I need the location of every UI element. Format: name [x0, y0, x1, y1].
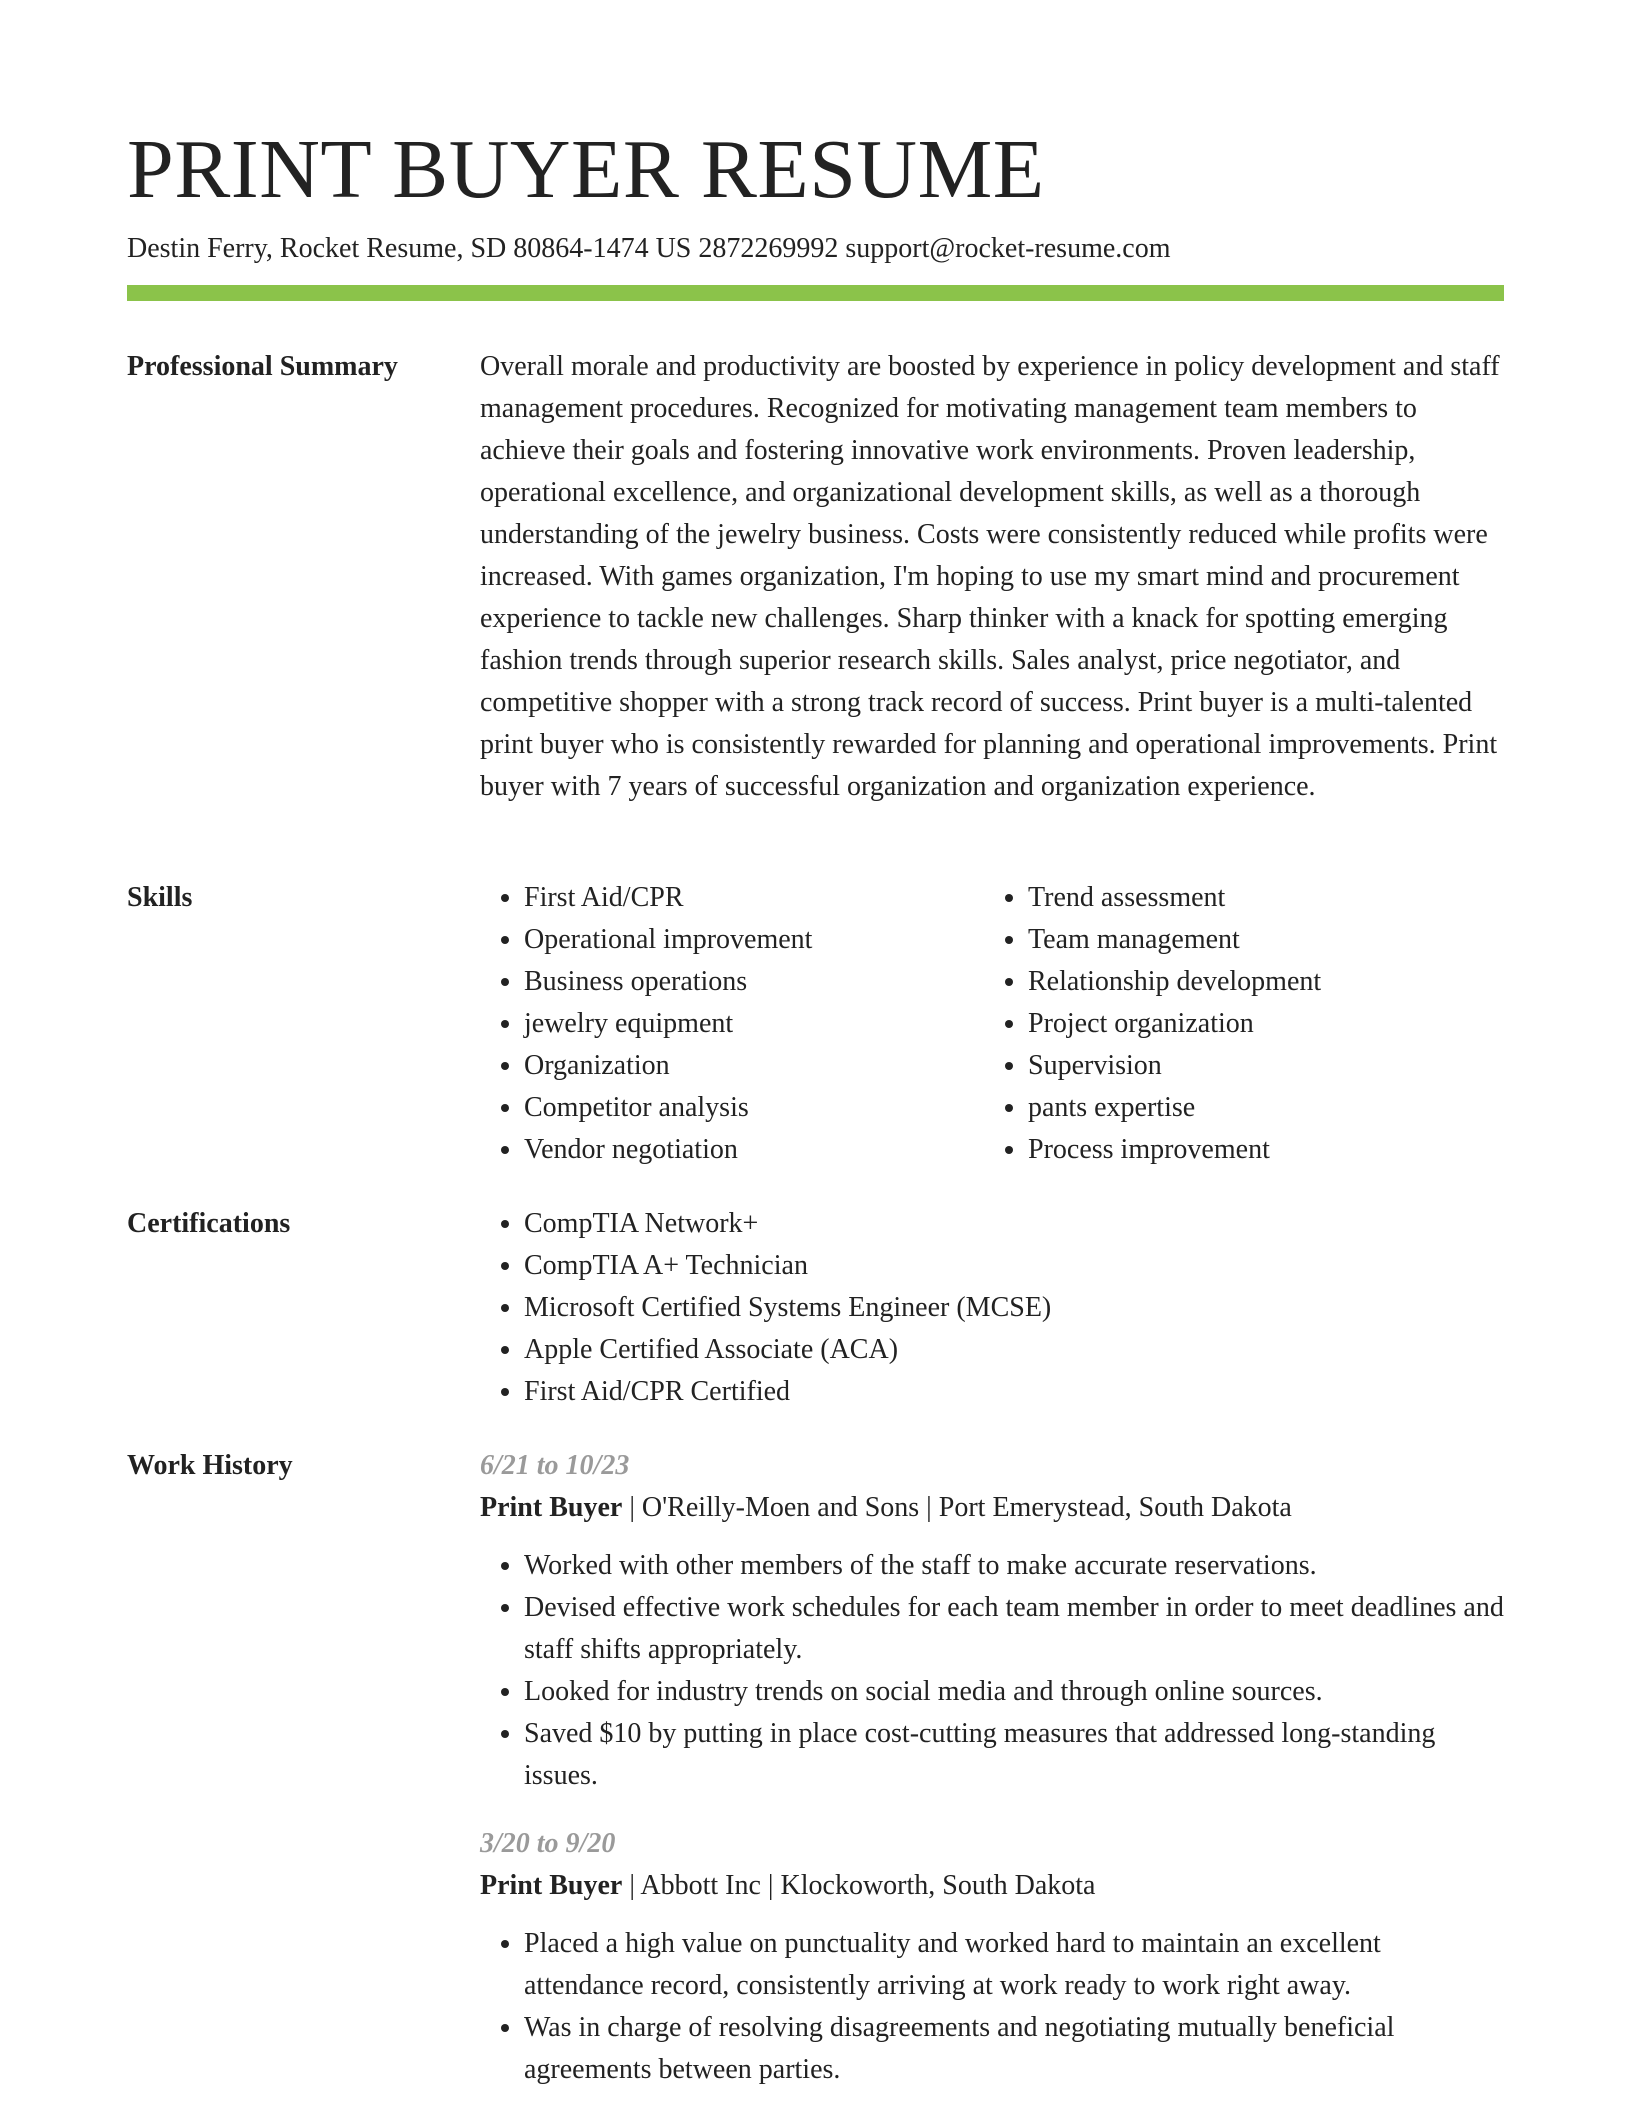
list-item: • Apple Certified Associate (ACA) [524, 1329, 1504, 1371]
list-item: • Operational improvement [524, 919, 984, 961]
summary-text: Overall morale and productivity are boosted by experience in policy development and staff management procedures. Recognized for motivating management team members to achieve their goals and fostering innovative work environments. Proven leadership, operational excellence, and organizational development skills, as well as a thorough understanding of the jewelry business. Costs were consistently reduced while profits were increased. With games organization, I'm hoping to use my smart mind and procurement experience to tackle new challenges. Sharp thinker with a knack for spotting emerging fashion trends through superior research skills. Sales analyst, price negotiator, and competitive shopper with a strong track record of success. Print buyer is a multi-talented print buyer who is consistently rewarded for planning and operational improvements. Print buyer with 7 years of successful organization and organization experience. [480, 351, 1500, 802]
list-item: • Vendor negotiation [524, 1129, 984, 1171]
list-item: • pants expertise [1028, 1087, 1488, 1129]
list-item: • Competitor analysis [524, 1087, 984, 1129]
list-item: • Organization [524, 1045, 984, 1087]
list-item: • Was in charge of resolving disagreements and negotiating mutually beneficial agreements between parties. [524, 2007, 1504, 2091]
skills-columns [480, 877, 1504, 1171]
resume-title: PRINT BUYER RESUME [127, 123, 1045, 216]
skills-list-left [480, 877, 984, 1171]
job-dates: 3/20 to 9/20 [480, 1828, 616, 1859]
skills-label: Skills [127, 882, 193, 913]
job-duties-list [480, 1923, 1504, 2091]
summary-body [480, 346, 1504, 808]
skills-list-right [984, 877, 1488, 1171]
list-item: • Placed a high value on punctuality and worked hard to maintain an excellent attendance record, consistently arriving at work ready to work right away. [524, 1923, 1504, 2007]
list-item: • Worked with other members of the staff to make accurate reservations. [524, 1545, 1504, 1587]
job-entry [480, 1445, 1504, 1797]
list-item: • jewelry equipment [524, 1003, 984, 1045]
list-item: • Devised effective work schedules for each team member in order to meet deadlines and staff shifts appropriately. [524, 1587, 1504, 1671]
job-title: Print Buyer [480, 1492, 623, 1523]
work-history-label: Work History [127, 1450, 293, 1481]
certifications-list [480, 1203, 1504, 1413]
list-item: • Trend assessment [1028, 877, 1488, 919]
list-item: • Microsoft Certified Systems Engineer (MCSE) [524, 1287, 1504, 1329]
list-item: • Team management [1028, 919, 1488, 961]
certifications-body [480, 1203, 1504, 1413]
list-item: • Project organization [1028, 1003, 1488, 1045]
list-item: • Process improvement [1028, 1129, 1488, 1171]
list-item: • Supervision [1028, 1045, 1488, 1087]
job-heading [480, 1487, 1504, 1529]
summary-label: Professional Summary [127, 351, 398, 382]
list-item: • Business operations [524, 961, 984, 1003]
job-employer-location: | O'Reilly-Moen and Sons | Port Emerystead, South Dakota [622, 1492, 1292, 1523]
list-item: • First Aid/CPR [524, 877, 984, 919]
list-item: • CompTIA A+ Technician [524, 1245, 1504, 1287]
list-item: • Looked for industry trends on social media and through online sources. [524, 1671, 1504, 1713]
list-item: • First Aid/CPR Certified [524, 1371, 1504, 1413]
job-title: Print Buyer [480, 1870, 623, 1901]
work-history-body [480, 1445, 1504, 2091]
job-entry [480, 1823, 1504, 2091]
job-duties-list [480, 1545, 1504, 1797]
certifications-label: Certifications [127, 1208, 291, 1239]
job-heading [480, 1865, 1504, 1907]
header-accent-rule [127, 285, 1504, 301]
job-employer-location: | Abbott Inc | Klockoworth, South Dakota [622, 1870, 1096, 1901]
list-item: • Saved $10 by putting in place cost-cutting measures that addressed long-standing issues. [524, 1713, 1504, 1797]
list-item: • Relationship development [1028, 961, 1488, 1003]
job-dates: 6/21 to 10/23 [480, 1450, 630, 1481]
contact-line: Destin Ferry, Rocket Resume, SD 80864-1474 US 2872269992 support@rocket-resume.com [127, 233, 1171, 264]
list-item: • CompTIA Network+ [524, 1203, 1504, 1245]
